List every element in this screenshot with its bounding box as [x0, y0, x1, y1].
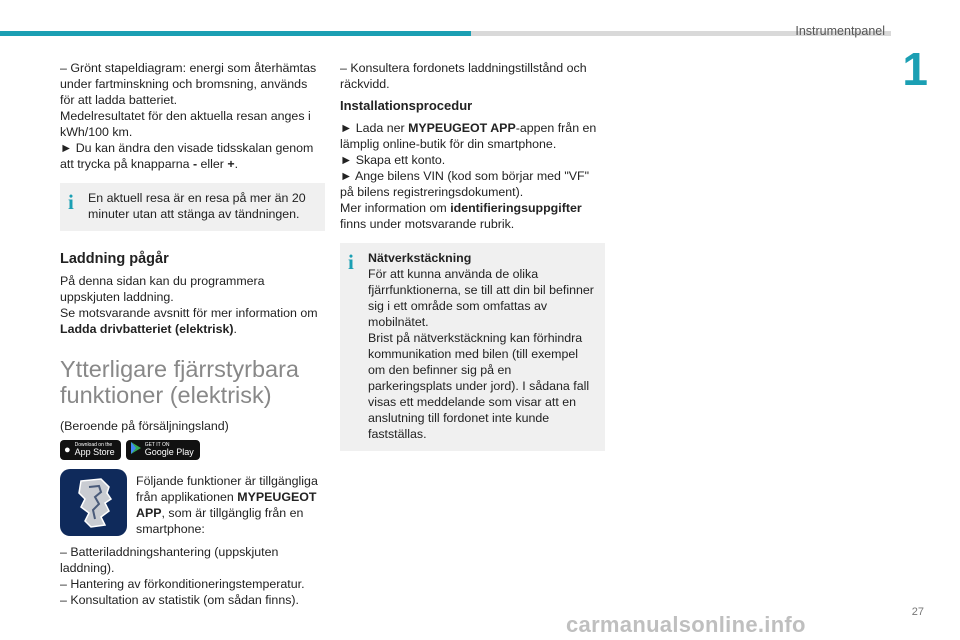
- step: ► Ange bilens VIN (kod som börjar med "VF" på bilens registreringsdokument).: [340, 169, 590, 199]
- cross-reference-link[interactable]: Ladda drivbatteriet (elektrisk): [60, 322, 234, 336]
- store-badges: [60, 440, 325, 460]
- region-note: (Beroende på försäljningsland): [60, 419, 229, 433]
- badge-big-text: Google Play: [144, 447, 194, 457]
- paragraph: finns under motsvarande rubrik.: [340, 217, 515, 231]
- app-description: [136, 473, 325, 537]
- paragraph: [340, 200, 605, 216]
- google-play-badge[interactable]: [126, 440, 200, 460]
- info-title-text: Nätverkstäckning: [368, 251, 472, 265]
- section-heading: Laddning pågår: [60, 251, 169, 267]
- app-info: [60, 469, 325, 537]
- paragraph: På denna sidan kan du programmera uppskjuten laddning.: [60, 274, 265, 304]
- list-item: – Konsultation av statistik (om sådan finns).: [60, 593, 299, 607]
- text: -appen från en lämplig online-butik för din smartphone.: [340, 121, 597, 151]
- text: , som är tillgänglig från en smartphone:: [136, 506, 304, 536]
- text: Mer information om: [340, 201, 451, 215]
- header-accent-bar: [0, 31, 471, 36]
- text: .: [234, 157, 239, 171]
- info-box: [340, 243, 605, 451]
- text: ► Du kan ändra den visade tidsskalan genom att trycka på knapparna: [60, 141, 314, 171]
- info-icon: i: [68, 190, 74, 214]
- paragraph: Medelresultatet för den aktuella resan anges i kWh/100 km.: [60, 109, 311, 139]
- section-title: Instrumentpanel: [795, 24, 885, 38]
- badge-text: [75, 443, 115, 457]
- app-store-badge[interactable]: [60, 440, 121, 460]
- info-box: [60, 183, 325, 231]
- app-name: MYPEUGEOT APP: [408, 121, 516, 135]
- info-title: [368, 250, 597, 266]
- plus-key: +: [227, 157, 235, 171]
- watermark: carmanualsonline.info: [566, 612, 806, 637]
- info-text: En aktuell resa är en resa på mer än 20 minuter utan att stänga av tändningen.: [88, 191, 306, 221]
- left-column: [60, 60, 325, 608]
- right-column: [340, 60, 605, 451]
- text: eller: [197, 157, 228, 171]
- step: ► Skapa ett konto.: [340, 153, 446, 167]
- info-text: [368, 250, 597, 442]
- text: .: [233, 322, 237, 336]
- paragraph: – Grönt stapeldiagram: energi som återhämtas under fartminskning och bromsning, används för att ladda batteriet.: [60, 61, 317, 107]
- page-number: 27: [911, 606, 924, 618]
- step: [340, 120, 605, 152]
- list-item: – Hantering av förkonditioneringstemperatur.: [60, 577, 305, 591]
- section-heading: Installationsprocedur: [340, 98, 473, 113]
- text: ► Lada ner: [340, 121, 409, 135]
- paragraph: Se motsvarande avsnitt för mer information om: [60, 306, 318, 320]
- paragraph: – Konsultera fordonets laddningstillstånd och räckvidd.: [340, 61, 587, 91]
- minus-key: -: [192, 157, 198, 171]
- info-paragraph: För att kunna använda de olika fjärrfunktionerna, se till att din bil befinner sig i ett område som omfattas av mobilnätet.: [368, 267, 594, 329]
- cross-reference-link[interactable]: identifieringsuppgifter: [450, 201, 582, 215]
- peugeot-app-icon: [60, 469, 127, 536]
- play-icon: [130, 442, 141, 459]
- paragraph: [60, 321, 325, 337]
- badge-small-text: Download on the: [74, 442, 113, 448]
- info-icon: i: [348, 250, 354, 274]
- apple-icon: ●: [64, 444, 71, 456]
- badge-text: [145, 443, 194, 457]
- info-paragraph: Brist på nätverkstäckning kan förhindra kommunikation med bilen (till exempel om den befinner sig på en parkeringsplats under jord). I sådana fall visas ett meddelande som visar att en anslutning till fordonet inte kunde fastställas.: [368, 331, 590, 441]
- badge-big-text: App Store: [74, 447, 115, 457]
- peugeot-lion-logo: [71, 477, 117, 529]
- text: Följande funktioner är tillgängliga från applikationen: [136, 474, 318, 504]
- chapter-number: 1: [902, 43, 928, 95]
- list-item: – Batteriladdningshantering (uppskjuten laddning).: [60, 545, 279, 575]
- chapter-heading: Ytterligare fjärrstyrbara funktioner (elektrisk): [60, 356, 299, 408]
- badge-small-text: GET IT ON: [144, 442, 170, 448]
- paragraph: [60, 140, 325, 172]
- app-name: MYPEUGEOT APP: [136, 490, 317, 520]
